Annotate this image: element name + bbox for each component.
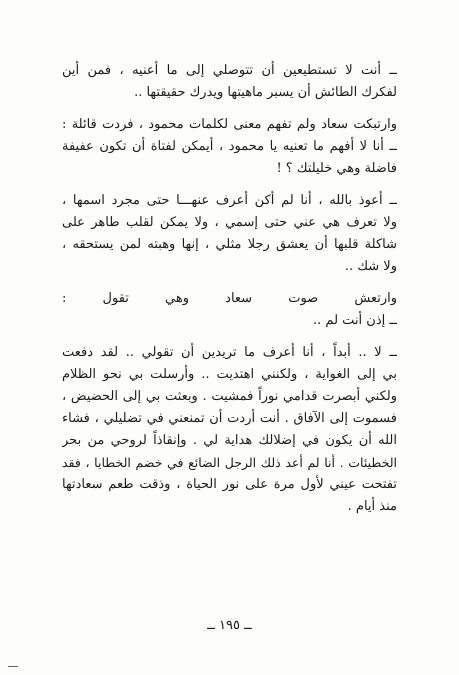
text-line: شاكلة قلبها أن يعشق رجلا مثلي ، إنها وهبته لمن يستحقه ، [62,237,397,252]
paragraph-gap [62,180,397,190]
body-text [62,60,397,518]
text-line: الخطيئات . أنا لم أعد ذلك الرجل الضائع في خضم الخطايا ، فقد [62,455,397,470]
page-number: ــ ١٩٥ ــ [207,618,252,633]
paragraph [62,342,397,518]
text-line: فسموت إلى الآفاق . أنت أردت أن تمنعني في تضليلي ، فشاء [62,411,397,426]
paragraph [62,288,397,332]
text-line: ولا تعرف هي عني حتى إسمي ، ولا يمكن لقلب طاهر على [62,215,397,230]
text-line: بي إلى الغواية ، ولكنني اهتديت .. وأرسلت بي نحو الظلام [62,367,397,382]
text-line: ــ أعوذ بالله ، أنا لم أكن أعرف عنهـــا حتى مجرد اسمها ، [62,193,397,208]
text-line: لفكرك الطائش أن يسبر ماهيتها ويدرك حقيقتها .. [134,85,397,100]
text-line: وارتبكت سعاد ولم تفهم معنى لكلمات محمود ، فردت قائلة : [62,117,397,132]
paragraph-gap [62,104,397,114]
text-line: ولا شك .. [344,259,397,274]
paragraph-gap [62,278,397,288]
text-line: منذ أيام . [347,499,397,514]
text-line: الله أن يكون في إضلالك هداية لي . وإنقاذاً لروحي من بحر [62,433,397,448]
text-line: تفتحت عيني لأول مرة على نور الحياة ، وذقت طعم سعادتها [62,477,397,492]
text-line: ــ لا .. أبداً ، أنا أعرف ما تريدين أن تقولي .. لقد دفعت [62,345,397,360]
text-line: ــ أنت لا تستطيعين أن تتوصلي إلى ما أعنيه ، فمن أين [62,63,397,78]
paragraph [62,114,397,180]
text-line: وارتعش صوت سعاد وهي تقول : [62,291,397,306]
text-line: فاضلة وهي خليلتك ؟ ! [276,161,397,176]
paragraph-gap [62,332,397,342]
text-line: ــ إذن أنت لم .. [313,313,397,328]
scan-mark [8,666,18,667]
paragraph [62,190,397,278]
text-line: ــ أنا لا أفهم ما تعنيه يا محمود ، أيمكن لفتاة أن تكون عفيفة [62,139,397,154]
text-line: ولكني أبصرت قدامي نوراً فمشيت . وبعثت بي إلى الحضيض ، [62,389,397,404]
paragraph [62,60,397,104]
